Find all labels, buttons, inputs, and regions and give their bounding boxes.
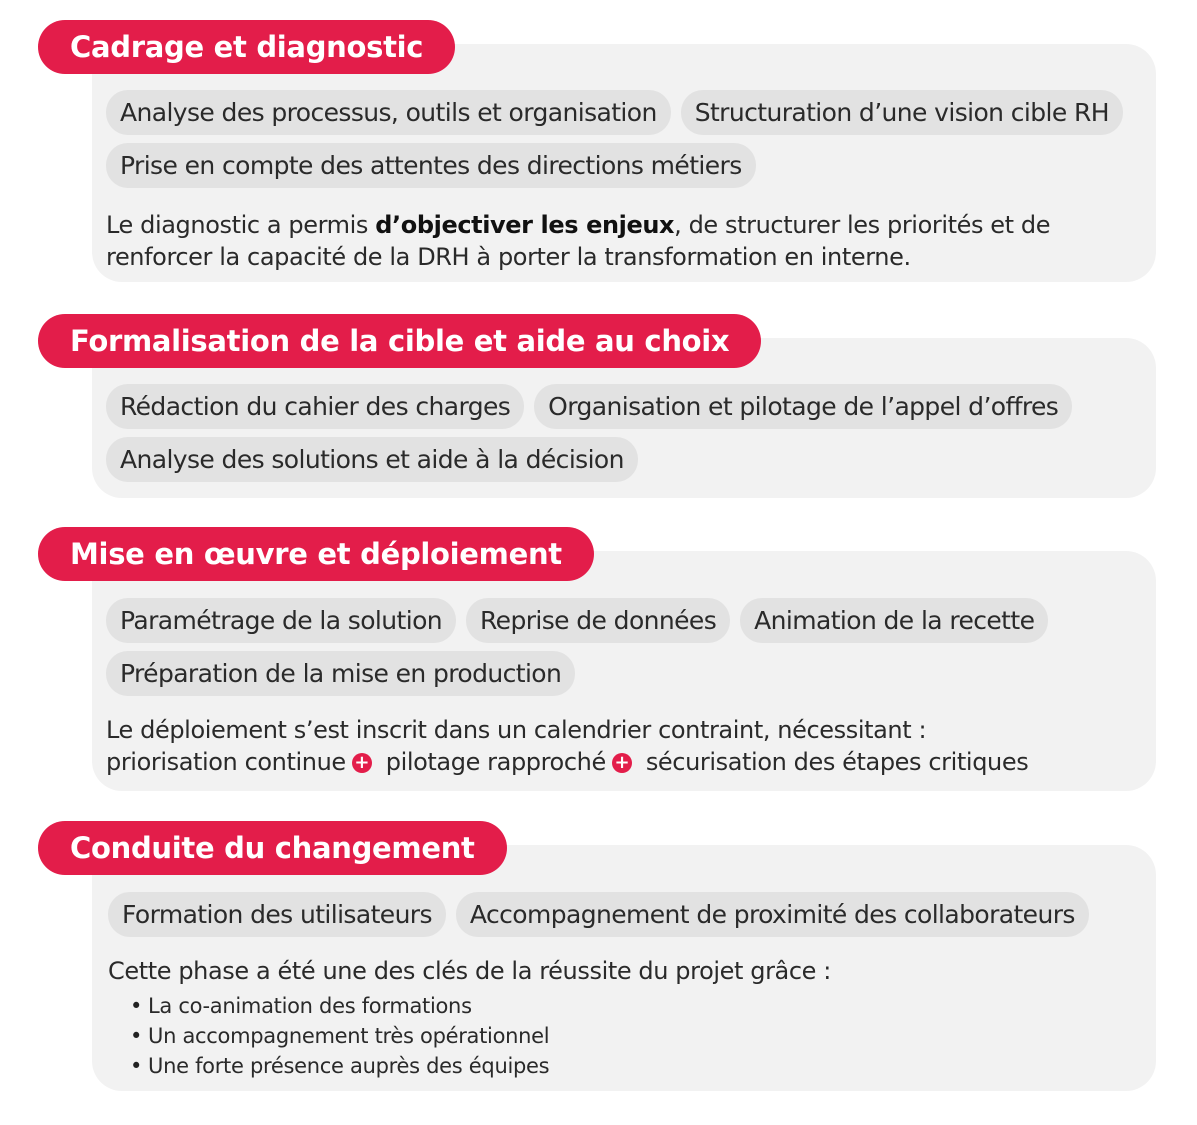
- chip: Paramétrage de la solution: [106, 598, 456, 643]
- requirements-line: [106, 746, 1146, 778]
- requirement-item: pilotage rapproché: [385, 748, 606, 776]
- section-title-cadrage: Cadrage et diagnostic: [38, 20, 455, 74]
- section-description-conduite: Cette phase a été une des clés de la réussite du projet grâce :: [108, 957, 831, 985]
- description-emphasis: d’objectiver les enjeux: [375, 211, 675, 239]
- list-item: [130, 991, 549, 1021]
- section-title-conduite: Conduite du changement: [38, 821, 507, 875]
- chip: Analyse des solutions et aide à la décision: [106, 437, 638, 482]
- list-item-text: Une forte présence auprès des équipes: [148, 1054, 550, 1078]
- chip: Prise en compte des attentes des directions métiers: [106, 143, 756, 188]
- chip-group-conduite: [108, 892, 1148, 937]
- section-title-formalisation: Formalisation de la cible et aide au choix: [38, 314, 761, 368]
- plus-icon: +: [352, 753, 372, 773]
- chip: Formation des utilisateurs: [108, 892, 446, 937]
- chip: Reprise de données: [466, 598, 730, 643]
- section-description-cadrage: [106, 209, 1106, 273]
- chip: Préparation de la mise en production: [106, 651, 575, 696]
- chip-group-formalisation: [106, 384, 1146, 482]
- chip: Animation de la recette: [740, 598, 1048, 643]
- bullet-list: [130, 991, 549, 1081]
- chip: Rédaction du cahier des charges: [106, 384, 524, 429]
- chip: Accompagnement de proximité des collaborateurs: [456, 892, 1089, 937]
- list-item: [130, 1021, 549, 1051]
- plus-icon: +: [612, 753, 632, 773]
- chip: Structuration d’une vision cible RH: [681, 90, 1123, 135]
- requirement-item: sécurisation des étapes critiques: [645, 748, 1029, 776]
- section-title-deploiement: Mise en œuvre et déploiement: [38, 527, 594, 581]
- list-item: [130, 1051, 549, 1081]
- chip-group-cadrage: [106, 90, 1146, 188]
- description-text: Le déploiement s’est inscrit dans un calendrier contraint, nécessitant :: [106, 716, 927, 744]
- list-item-text: Un accompagnement très opérationnel: [148, 1024, 550, 1048]
- chip: Analyse des processus, outils et organisation: [106, 90, 671, 135]
- description-text: , de structurer les priorités et de renforcer la capacité de la DRH à porter la transformation en interne.: [106, 211, 1051, 271]
- section-description-deploiement: [106, 714, 1146, 778]
- description-text: Le diagnostic a permis: [106, 211, 376, 239]
- requirement-item: priorisation continue: [106, 748, 346, 776]
- chip-group-deploiement: [106, 598, 1146, 696]
- chip: Organisation et pilotage de l’appel d’offres: [534, 384, 1072, 429]
- list-item-text: La co-animation des formations: [148, 994, 472, 1018]
